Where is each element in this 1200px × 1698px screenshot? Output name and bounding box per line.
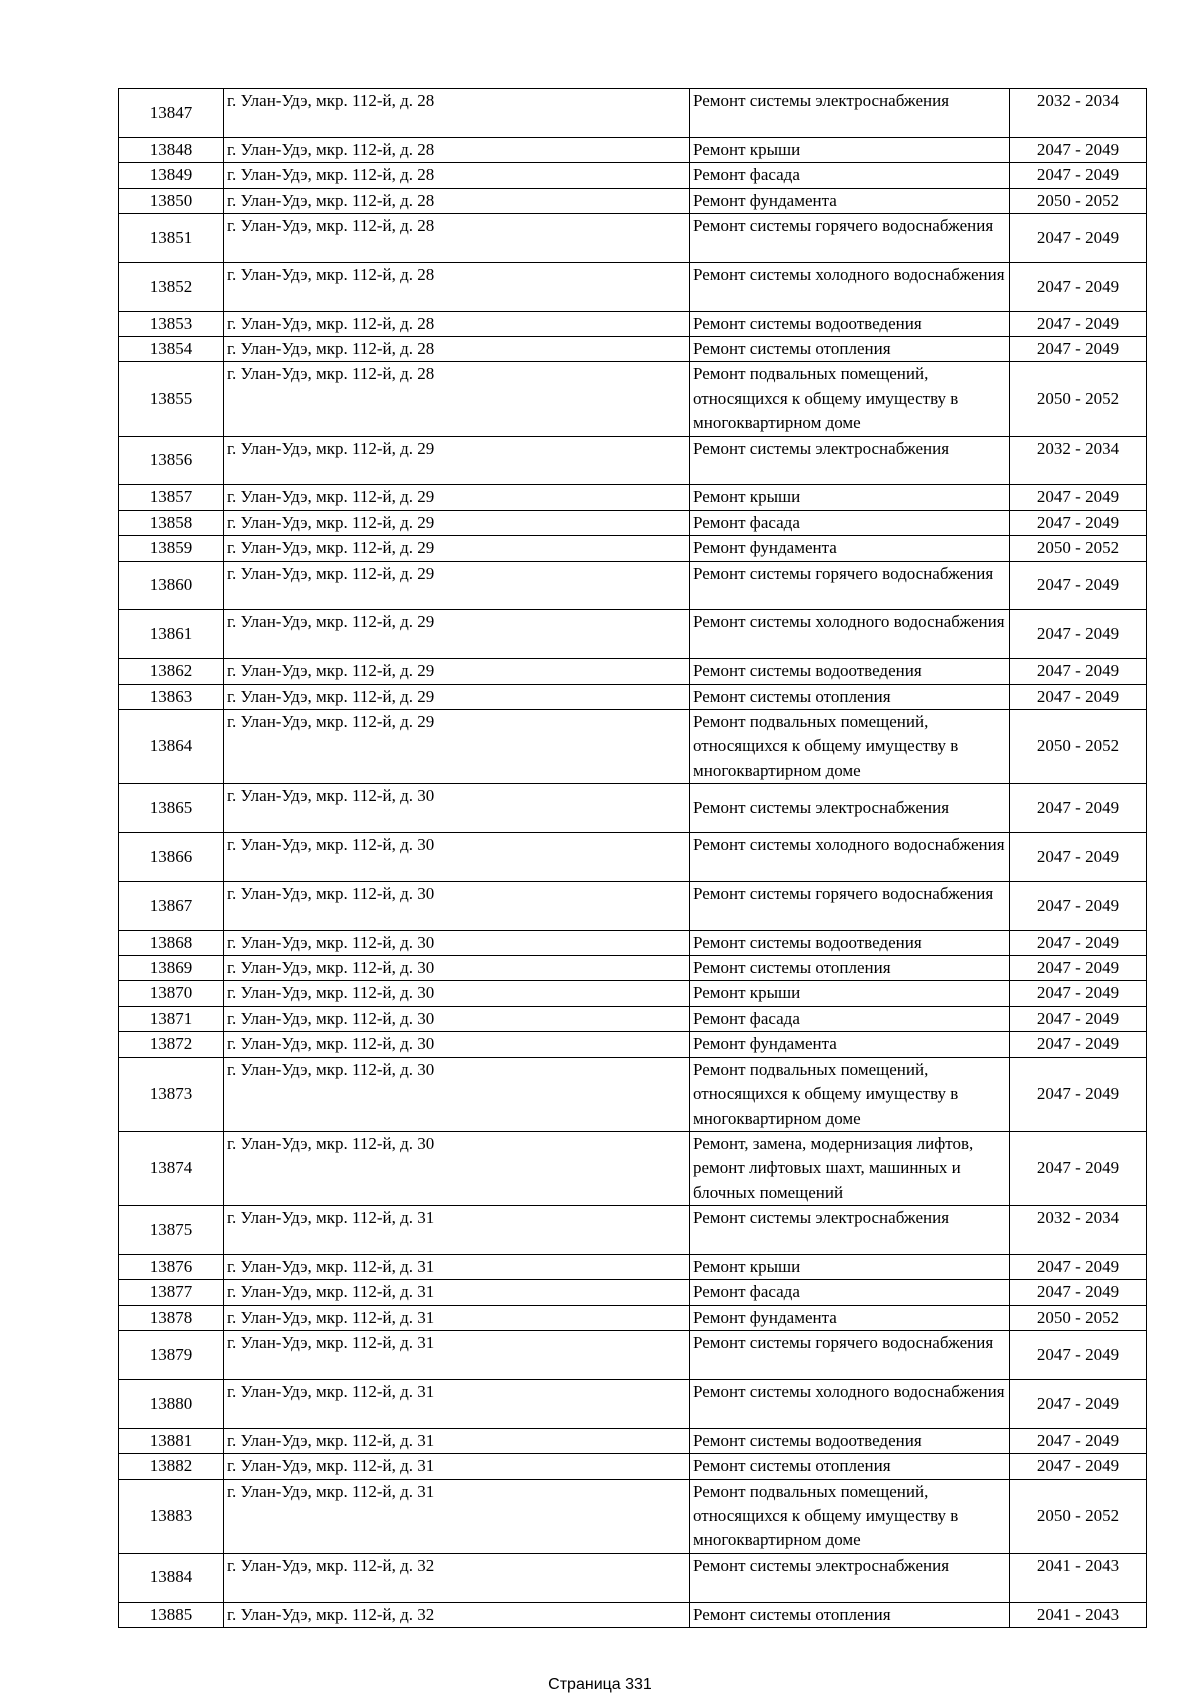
period-cell: 2047 - 2049 xyxy=(1010,1454,1147,1479)
period-cell: 2032 - 2034 xyxy=(1010,89,1147,138)
address-cell: г. Улан-Удэ, мкр. 112-й, д. 30 xyxy=(224,1032,690,1057)
row-number-cell: 13876 xyxy=(119,1254,224,1279)
work-type-cell: Ремонт системы водоотведения xyxy=(690,930,1010,955)
address-cell: г. Улан-Удэ, мкр. 112-й, д. 31 xyxy=(224,1379,690,1428)
period-cell: 2047 - 2049 xyxy=(1010,833,1147,882)
period-cell: 2047 - 2049 xyxy=(1010,137,1147,162)
table-row xyxy=(119,981,1147,1006)
row-number-cell: 13851 xyxy=(119,214,224,263)
address-cell: г. Улан-Удэ, мкр. 112-й, д. 30 xyxy=(224,1131,690,1205)
address-cell: г. Улан-Удэ, мкр. 112-й, д. 28 xyxy=(224,188,690,213)
period-cell: 2032 - 2034 xyxy=(1010,1206,1147,1255)
address-cell: г. Улан-Удэ, мкр. 112-й, д. 29 xyxy=(224,659,690,684)
row-number-cell: 13878 xyxy=(119,1305,224,1330)
table-row xyxy=(119,1553,1147,1602)
address-cell: г. Улан-Удэ, мкр. 112-й, д. 28 xyxy=(224,89,690,138)
table-row xyxy=(119,163,1147,188)
period-cell: 2047 - 2049 xyxy=(1010,1032,1147,1057)
work-type-cell: Ремонт фасада xyxy=(690,1006,1010,1031)
work-type-cell: Ремонт фасада xyxy=(690,163,1010,188)
address-cell: г. Улан-Удэ, мкр. 112-й, д. 31 xyxy=(224,1331,690,1380)
table-row xyxy=(119,684,1147,709)
address-cell: г. Улан-Удэ, мкр. 112-й, д. 31 xyxy=(224,1305,690,1330)
row-number-cell: 13867 xyxy=(119,881,224,930)
work-type-cell: Ремонт системы электроснабжения xyxy=(690,1206,1010,1255)
period-cell: 2050 - 2052 xyxy=(1010,710,1147,784)
table-row xyxy=(119,1331,1147,1380)
row-number-cell: 13875 xyxy=(119,1206,224,1255)
work-type-cell: Ремонт системы холодного водоснабжения xyxy=(690,610,1010,659)
address-cell: г. Улан-Удэ, мкр. 112-й, д. 29 xyxy=(224,510,690,535)
work-type-cell: Ремонт системы водоотведения xyxy=(690,311,1010,336)
period-cell: 2047 - 2049 xyxy=(1010,1254,1147,1279)
row-number-cell: 13860 xyxy=(119,561,224,610)
period-cell: 2032 - 2034 xyxy=(1010,436,1147,485)
address-cell: г. Улан-Удэ, мкр. 112-й, д. 30 xyxy=(224,1006,690,1031)
work-type-cell: Ремонт системы холодного водоснабжения xyxy=(690,833,1010,882)
work-type-cell: Ремонт фундамента xyxy=(690,1032,1010,1057)
period-cell: 2047 - 2049 xyxy=(1010,784,1147,833)
row-number-cell: 13881 xyxy=(119,1428,224,1453)
address-cell: г. Улан-Удэ, мкр. 112-й, д. 30 xyxy=(224,1057,690,1131)
period-cell: 2050 - 2052 xyxy=(1010,188,1147,213)
address-cell: г. Улан-Удэ, мкр. 112-й, д. 28 xyxy=(224,311,690,336)
period-cell: 2047 - 2049 xyxy=(1010,163,1147,188)
period-cell: 2047 - 2049 xyxy=(1010,930,1147,955)
row-number-cell: 13877 xyxy=(119,1280,224,1305)
row-number-cell: 13868 xyxy=(119,930,224,955)
period-cell: 2047 - 2049 xyxy=(1010,1131,1147,1205)
address-cell: г. Улан-Удэ, мкр. 112-й, д. 29 xyxy=(224,436,690,485)
work-type-cell: Ремонт системы водоотведения xyxy=(690,659,1010,684)
row-number-cell: 13854 xyxy=(119,337,224,362)
row-number-cell: 13872 xyxy=(119,1032,224,1057)
row-number-cell: 13848 xyxy=(119,137,224,162)
work-type-cell: Ремонт фундамента xyxy=(690,1305,1010,1330)
period-cell: 2047 - 2049 xyxy=(1010,1331,1147,1380)
work-type-cell: Ремонт системы отопления xyxy=(690,956,1010,981)
address-cell: г. Улан-Удэ, мкр. 112-й, д. 28 xyxy=(224,214,690,263)
work-type-cell: Ремонт системы электроснабжения xyxy=(690,784,1010,833)
capital-repair-table xyxy=(118,88,1147,1628)
table-row xyxy=(119,1379,1147,1428)
work-type-cell: Ремонт фундамента xyxy=(690,536,1010,561)
work-type-cell: Ремонт системы холодного водоснабжения xyxy=(690,262,1010,311)
work-type-cell: Ремонт системы электроснабжения xyxy=(690,1553,1010,1602)
period-cell: 2047 - 2049 xyxy=(1010,981,1147,1006)
table-row xyxy=(119,262,1147,311)
work-type-cell: Ремонт фасада xyxy=(690,510,1010,535)
period-cell: 2047 - 2049 xyxy=(1010,510,1147,535)
period-cell: 2047 - 2049 xyxy=(1010,485,1147,510)
row-number-cell: 13865 xyxy=(119,784,224,833)
address-cell: г. Улан-Удэ, мкр. 112-й, д. 31 xyxy=(224,1428,690,1453)
period-cell: 2047 - 2049 xyxy=(1010,956,1147,981)
period-cell: 2047 - 2049 xyxy=(1010,1057,1147,1131)
period-cell: 2047 - 2049 xyxy=(1010,659,1147,684)
address-cell: г. Улан-Удэ, мкр. 112-й, д. 31 xyxy=(224,1454,690,1479)
period-cell: 2047 - 2049 xyxy=(1010,561,1147,610)
period-cell: 2050 - 2052 xyxy=(1010,1479,1147,1553)
table-row xyxy=(119,485,1147,510)
table-row xyxy=(119,1206,1147,1255)
work-type-cell: Ремонт системы электроснабжения xyxy=(690,89,1010,138)
row-number-cell: 13852 xyxy=(119,262,224,311)
period-cell: 2047 - 2049 xyxy=(1010,1006,1147,1031)
table-row xyxy=(119,214,1147,263)
work-type-cell: Ремонт системы горячего водоснабжения xyxy=(690,214,1010,263)
work-type-cell: Ремонт системы водоотведения xyxy=(690,1428,1010,1453)
work-type-cell: Ремонт подвальных помещений, относящихся к общему имуществу в многоквартирном доме xyxy=(690,362,1010,436)
work-type-cell: Ремонт системы отопления xyxy=(690,1454,1010,1479)
table-row xyxy=(119,337,1147,362)
table-row xyxy=(119,930,1147,955)
table-row xyxy=(119,659,1147,684)
table-row xyxy=(119,610,1147,659)
row-number-cell: 13863 xyxy=(119,684,224,709)
address-cell: г. Улан-Удэ, мкр. 112-й, д. 31 xyxy=(224,1206,690,1255)
work-type-cell: Ремонт фундамента xyxy=(690,188,1010,213)
work-type-cell: Ремонт системы горячего водоснабжения xyxy=(690,561,1010,610)
period-cell: 2047 - 2049 xyxy=(1010,214,1147,263)
table-row xyxy=(119,784,1147,833)
period-cell: 2047 - 2049 xyxy=(1010,311,1147,336)
address-cell: г. Улан-Удэ, мкр. 112-й, д. 28 xyxy=(224,337,690,362)
row-number-cell: 13856 xyxy=(119,436,224,485)
address-cell: г. Улан-Удэ, мкр. 112-й, д. 29 xyxy=(224,684,690,709)
address-cell: г. Улан-Удэ, мкр. 112-й, д. 32 xyxy=(224,1602,690,1627)
table-row xyxy=(119,1032,1147,1057)
work-type-cell: Ремонт крыши xyxy=(690,485,1010,510)
row-number-cell: 13850 xyxy=(119,188,224,213)
table-row xyxy=(119,561,1147,610)
work-type-cell: Ремонт системы холодного водоснабжения xyxy=(690,1379,1010,1428)
row-number-cell: 13859 xyxy=(119,536,224,561)
address-cell: г. Улан-Удэ, мкр. 112-й, д. 28 xyxy=(224,262,690,311)
row-number-cell: 13885 xyxy=(119,1602,224,1627)
address-cell: г. Улан-Удэ, мкр. 112-й, д. 30 xyxy=(224,981,690,1006)
address-cell: г. Улан-Удэ, мкр. 112-й, д. 29 xyxy=(224,710,690,784)
table-row xyxy=(119,1254,1147,1279)
row-number-cell: 13857 xyxy=(119,485,224,510)
table-row xyxy=(119,1280,1147,1305)
table-row xyxy=(119,1057,1147,1131)
row-number-cell: 13871 xyxy=(119,1006,224,1031)
row-number-cell: 13849 xyxy=(119,163,224,188)
address-cell: г. Улан-Удэ, мкр. 112-й, д. 32 xyxy=(224,1553,690,1602)
row-number-cell: 13873 xyxy=(119,1057,224,1131)
table-row xyxy=(119,1006,1147,1031)
address-cell: г. Улан-Удэ, мкр. 112-й, д. 29 xyxy=(224,485,690,510)
row-number-cell: 13862 xyxy=(119,659,224,684)
table-row xyxy=(119,1602,1147,1627)
period-cell: 2047 - 2049 xyxy=(1010,1379,1147,1428)
work-type-cell: Ремонт, замена, модернизация лифтов, ремонт лифтовых шахт, машинных и блочных помещений xyxy=(690,1131,1010,1205)
period-cell: 2050 - 2052 xyxy=(1010,536,1147,561)
period-cell: 2041 - 2043 xyxy=(1010,1602,1147,1627)
work-type-cell: Ремонт подвальных помещений, относящихся к общему имуществу в многоквартирном доме xyxy=(690,710,1010,784)
row-number-cell: 13880 xyxy=(119,1379,224,1428)
row-number-cell: 13847 xyxy=(119,89,224,138)
row-number-cell: 13858 xyxy=(119,510,224,535)
address-cell: г. Улан-Удэ, мкр. 112-й, д. 28 xyxy=(224,137,690,162)
table-row xyxy=(119,833,1147,882)
row-number-cell: 13855 xyxy=(119,362,224,436)
address-cell: г. Улан-Удэ, мкр. 112-й, д. 30 xyxy=(224,956,690,981)
table-row xyxy=(119,1305,1147,1330)
period-cell: 2047 - 2049 xyxy=(1010,881,1147,930)
work-type-cell: Ремонт подвальных помещений, относящихся к общему имуществу в многоквартирном доме xyxy=(690,1479,1010,1553)
table-row xyxy=(119,1131,1147,1205)
address-cell: г. Улан-Удэ, мкр. 112-й, д. 31 xyxy=(224,1280,690,1305)
address-cell: г. Улан-Удэ, мкр. 112-й, д. 30 xyxy=(224,881,690,930)
address-cell: г. Улан-Удэ, мкр. 112-й, д. 30 xyxy=(224,833,690,882)
table-row xyxy=(119,881,1147,930)
table-body xyxy=(119,89,1147,1628)
address-cell: г. Улан-Удэ, мкр. 112-й, д. 28 xyxy=(224,163,690,188)
row-number-cell: 13874 xyxy=(119,1131,224,1205)
period-cell: 2047 - 2049 xyxy=(1010,337,1147,362)
work-type-cell: Ремонт системы горячего водоснабжения xyxy=(690,1331,1010,1380)
row-number-cell: 13869 xyxy=(119,956,224,981)
work-type-cell: Ремонт системы отопления xyxy=(690,337,1010,362)
work-type-cell: Ремонт системы электроснабжения xyxy=(690,436,1010,485)
row-number-cell: 13861 xyxy=(119,610,224,659)
table-row xyxy=(119,436,1147,485)
row-number-cell: 13884 xyxy=(119,1553,224,1602)
address-cell: г. Улан-Удэ, мкр. 112-й, д. 29 xyxy=(224,610,690,659)
work-type-cell: Ремонт системы горячего водоснабжения xyxy=(690,881,1010,930)
row-number-cell: 13882 xyxy=(119,1454,224,1479)
table-row xyxy=(119,89,1147,138)
table-row xyxy=(119,137,1147,162)
period-cell: 2047 - 2049 xyxy=(1010,684,1147,709)
table-row xyxy=(119,710,1147,784)
work-type-cell: Ремонт крыши xyxy=(690,1254,1010,1279)
address-cell: г. Улан-Удэ, мкр. 112-й, д. 31 xyxy=(224,1479,690,1553)
period-cell: 2050 - 2052 xyxy=(1010,362,1147,436)
row-number-cell: 13853 xyxy=(119,311,224,336)
period-cell: 2047 - 2049 xyxy=(1010,610,1147,659)
row-number-cell: 13864 xyxy=(119,710,224,784)
address-cell: г. Улан-Удэ, мкр. 112-й, д. 29 xyxy=(224,536,690,561)
period-cell: 2047 - 2049 xyxy=(1010,1428,1147,1453)
address-cell: г. Улан-Удэ, мкр. 112-й, д. 30 xyxy=(224,784,690,833)
work-type-cell: Ремонт фасада xyxy=(690,1280,1010,1305)
period-cell: 2041 - 2043 xyxy=(1010,1553,1147,1602)
address-cell: г. Улан-Удэ, мкр. 112-й, д. 30 xyxy=(224,930,690,955)
address-cell: г. Улан-Удэ, мкр. 112-й, д. 31 xyxy=(224,1254,690,1279)
work-type-cell: Ремонт крыши xyxy=(690,137,1010,162)
table-row xyxy=(119,1479,1147,1553)
work-type-cell: Ремонт системы отопления xyxy=(690,1602,1010,1627)
table-row xyxy=(119,536,1147,561)
work-type-cell: Ремонт системы отопления xyxy=(690,684,1010,709)
work-type-cell: Ремонт подвальных помещений, относящихся к общему имуществу в многоквартирном доме xyxy=(690,1057,1010,1131)
period-cell: 2047 - 2049 xyxy=(1010,1280,1147,1305)
address-cell: г. Улан-Удэ, мкр. 112-й, д. 28 xyxy=(224,362,690,436)
row-number-cell: 13870 xyxy=(119,981,224,1006)
row-number-cell: 13883 xyxy=(119,1479,224,1553)
table-row xyxy=(119,362,1147,436)
table-row xyxy=(119,1428,1147,1453)
row-number-cell: 13866 xyxy=(119,833,224,882)
table-row xyxy=(119,188,1147,213)
table-row xyxy=(119,956,1147,981)
table-row xyxy=(119,1454,1147,1479)
work-type-cell: Ремонт крыши xyxy=(690,981,1010,1006)
page-number: Страница 331 xyxy=(548,1676,652,1693)
table-row xyxy=(119,510,1147,535)
period-cell: 2050 - 2052 xyxy=(1010,1305,1147,1330)
row-number-cell: 13879 xyxy=(119,1331,224,1380)
period-cell: 2047 - 2049 xyxy=(1010,262,1147,311)
address-cell: г. Улан-Удэ, мкр. 112-й, д. 29 xyxy=(224,561,690,610)
table-row xyxy=(119,311,1147,336)
